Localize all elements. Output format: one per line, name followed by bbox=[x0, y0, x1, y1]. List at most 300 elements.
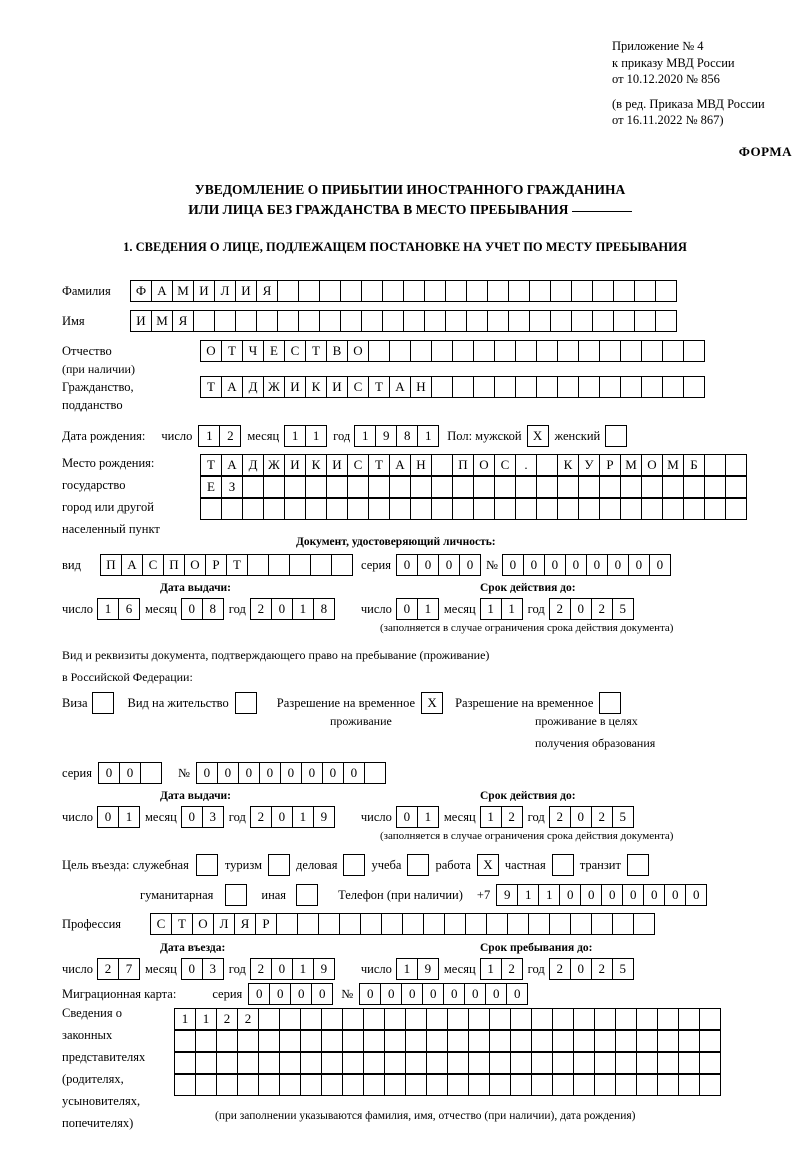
char-cell[interactable]: А bbox=[221, 376, 243, 398]
char-cell[interactable] bbox=[557, 476, 579, 498]
char-cell[interactable] bbox=[552, 1030, 574, 1052]
char-cell[interactable] bbox=[360, 913, 382, 935]
char-cell[interactable] bbox=[389, 340, 411, 362]
char-cell[interactable]: О bbox=[473, 454, 495, 476]
char-cell[interactable] bbox=[237, 1030, 259, 1052]
char-cell[interactable]: 0 bbox=[322, 762, 344, 784]
char-cell[interactable] bbox=[578, 376, 600, 398]
patronymic-input[interactable] bbox=[200, 340, 705, 362]
char-cell[interactable] bbox=[468, 1008, 490, 1030]
char-cell[interactable] bbox=[615, 1052, 637, 1074]
char-cell[interactable]: 8 bbox=[313, 598, 335, 620]
char-cell[interactable] bbox=[473, 498, 495, 520]
char-cell[interactable] bbox=[402, 913, 424, 935]
char-cell[interactable]: С bbox=[142, 554, 164, 576]
char-cell[interactable] bbox=[174, 1030, 196, 1052]
char-cell[interactable]: 2 bbox=[591, 958, 613, 980]
purpose-work-checkbox[interactable]: Х bbox=[477, 854, 499, 876]
char-cell[interactable]: 6 bbox=[118, 598, 140, 620]
char-cell[interactable]: 0 bbox=[417, 554, 439, 576]
char-cell[interactable] bbox=[452, 476, 474, 498]
char-cell[interactable]: 0 bbox=[443, 983, 465, 1005]
char-cell[interactable]: 1 bbox=[538, 884, 560, 906]
char-cell[interactable] bbox=[557, 376, 579, 398]
char-cell[interactable]: 2 bbox=[549, 598, 571, 620]
char-cell[interactable]: С bbox=[150, 913, 172, 935]
char-cell[interactable]: 0 bbox=[685, 884, 707, 906]
char-cell[interactable] bbox=[657, 1008, 679, 1030]
char-cell[interactable] bbox=[389, 476, 411, 498]
char-cell[interactable] bbox=[657, 1052, 679, 1074]
char-cell[interactable]: 1 bbox=[292, 598, 314, 620]
char-cell[interactable] bbox=[515, 340, 537, 362]
char-cell[interactable] bbox=[216, 1052, 238, 1074]
char-cell[interactable] bbox=[552, 1008, 574, 1030]
citizenship-input[interactable] bbox=[200, 376, 705, 398]
char-cell[interactable]: Я bbox=[172, 310, 194, 332]
char-cell[interactable]: 0 bbox=[464, 983, 486, 1005]
char-cell[interactable]: 0 bbox=[280, 762, 302, 784]
char-cell[interactable]: 0 bbox=[622, 884, 644, 906]
char-cell[interactable]: О bbox=[184, 554, 206, 576]
char-cell[interactable] bbox=[468, 1030, 490, 1052]
char-cell[interactable] bbox=[381, 913, 403, 935]
char-cell[interactable]: 2 bbox=[250, 806, 272, 828]
char-cell[interactable] bbox=[570, 913, 592, 935]
char-cell[interactable]: Т bbox=[200, 376, 222, 398]
char-cell[interactable] bbox=[636, 1074, 658, 1096]
char-cell[interactable] bbox=[494, 376, 516, 398]
char-cell[interactable]: Т bbox=[171, 913, 193, 935]
char-cell[interactable]: Ж bbox=[263, 454, 285, 476]
char-cell[interactable]: 0 bbox=[181, 806, 203, 828]
char-cell[interactable] bbox=[699, 1074, 721, 1096]
char-cell[interactable] bbox=[489, 1052, 511, 1074]
char-cell[interactable]: 9 bbox=[313, 806, 335, 828]
char-cell[interactable] bbox=[140, 762, 162, 784]
purpose-business-checkbox[interactable] bbox=[343, 854, 365, 876]
char-cell[interactable]: Я bbox=[256, 280, 278, 302]
char-cell[interactable] bbox=[636, 1030, 658, 1052]
char-cell[interactable]: Л bbox=[213, 913, 235, 935]
char-cell[interactable] bbox=[431, 340, 453, 362]
char-cell[interactable] bbox=[445, 280, 467, 302]
char-cell[interactable]: У bbox=[578, 454, 600, 476]
entry-month-input[interactable] bbox=[181, 958, 224, 980]
char-cell[interactable] bbox=[536, 340, 558, 362]
char-cell[interactable]: 0 bbox=[643, 884, 665, 906]
legal-row-4-input[interactable] bbox=[174, 1074, 721, 1096]
char-cell[interactable] bbox=[195, 1052, 217, 1074]
char-cell[interactable] bbox=[662, 376, 684, 398]
char-cell[interactable]: 0 bbox=[248, 983, 270, 1005]
visa-checkbox[interactable] bbox=[92, 692, 114, 714]
birth-month-input[interactable] bbox=[284, 425, 327, 447]
char-cell[interactable] bbox=[426, 1074, 448, 1096]
char-cell[interactable]: 1 bbox=[480, 958, 502, 980]
char-cell[interactable]: 0 bbox=[396, 806, 418, 828]
char-cell[interactable]: 0 bbox=[570, 958, 592, 980]
purpose-other-checkbox[interactable] bbox=[296, 884, 318, 906]
char-cell[interactable] bbox=[342, 1052, 364, 1074]
char-cell[interactable] bbox=[615, 1030, 637, 1052]
char-cell[interactable] bbox=[636, 1052, 658, 1074]
char-cell[interactable] bbox=[655, 310, 677, 332]
char-cell[interactable]: А bbox=[389, 454, 411, 476]
char-cell[interactable] bbox=[725, 454, 747, 476]
entry-day-input[interactable] bbox=[97, 958, 140, 980]
char-cell[interactable] bbox=[284, 498, 306, 520]
char-cell[interactable] bbox=[678, 1030, 700, 1052]
char-cell[interactable]: 0 bbox=[523, 554, 545, 576]
char-cell[interactable] bbox=[452, 376, 474, 398]
char-cell[interactable] bbox=[368, 476, 390, 498]
char-cell[interactable]: 0 bbox=[196, 762, 218, 784]
legal-row-3-input[interactable] bbox=[174, 1052, 721, 1074]
char-cell[interactable] bbox=[613, 310, 635, 332]
char-cell[interactable]: 2 bbox=[97, 958, 119, 980]
char-cell[interactable] bbox=[550, 280, 572, 302]
char-cell[interactable] bbox=[361, 280, 383, 302]
char-cell[interactable] bbox=[704, 454, 726, 476]
char-cell[interactable] bbox=[384, 1008, 406, 1030]
char-cell[interactable] bbox=[494, 498, 516, 520]
char-cell[interactable] bbox=[641, 498, 663, 520]
stay-month-input[interactable] bbox=[480, 958, 523, 980]
char-cell[interactable]: Н bbox=[410, 454, 432, 476]
purpose-private-checkbox[interactable] bbox=[552, 854, 574, 876]
surname-input[interactable] bbox=[130, 280, 677, 302]
char-cell[interactable] bbox=[342, 1030, 364, 1052]
birthplace-row-1-input[interactable] bbox=[200, 454, 747, 476]
char-cell[interactable] bbox=[368, 498, 390, 520]
char-cell[interactable] bbox=[410, 498, 432, 520]
char-cell[interactable]: А bbox=[121, 554, 143, 576]
sex-female-checkbox[interactable] bbox=[605, 425, 627, 447]
char-cell[interactable] bbox=[615, 1008, 637, 1030]
char-cell[interactable] bbox=[529, 280, 551, 302]
char-cell[interactable] bbox=[363, 1030, 385, 1052]
char-cell[interactable] bbox=[620, 498, 642, 520]
char-cell[interactable] bbox=[297, 913, 319, 935]
char-cell[interactable]: Я bbox=[234, 913, 256, 935]
char-cell[interactable] bbox=[592, 310, 614, 332]
char-cell[interactable]: 8 bbox=[396, 425, 418, 447]
permit-valid-day-input[interactable] bbox=[396, 806, 439, 828]
purpose-study-checkbox[interactable] bbox=[407, 854, 429, 876]
char-cell[interactable]: 0 bbox=[607, 554, 629, 576]
char-cell[interactable]: М bbox=[662, 454, 684, 476]
char-cell[interactable]: 1 bbox=[97, 598, 119, 620]
char-cell[interactable] bbox=[347, 476, 369, 498]
char-cell[interactable] bbox=[300, 1052, 322, 1074]
char-cell[interactable] bbox=[536, 476, 558, 498]
birthplace-row-2-input[interactable] bbox=[200, 476, 747, 498]
char-cell[interactable]: Т bbox=[368, 454, 390, 476]
char-cell[interactable] bbox=[200, 498, 222, 520]
char-cell[interactable]: 0 bbox=[343, 762, 365, 784]
birthplace-row-3-input[interactable] bbox=[200, 498, 747, 520]
char-cell[interactable] bbox=[507, 913, 529, 935]
char-cell[interactable] bbox=[573, 1074, 595, 1096]
char-cell[interactable] bbox=[468, 1052, 490, 1074]
char-cell[interactable] bbox=[620, 476, 642, 498]
char-cell[interactable]: Л bbox=[214, 280, 236, 302]
char-cell[interactable]: 0 bbox=[601, 884, 623, 906]
char-cell[interactable] bbox=[594, 1074, 616, 1096]
char-cell[interactable]: О bbox=[192, 913, 214, 935]
char-cell[interactable] bbox=[300, 1074, 322, 1096]
doc-valid-year-input[interactable] bbox=[549, 598, 634, 620]
char-cell[interactable]: 0 bbox=[290, 983, 312, 1005]
char-cell[interactable] bbox=[318, 913, 340, 935]
char-cell[interactable] bbox=[339, 913, 361, 935]
char-cell[interactable]: 2 bbox=[549, 806, 571, 828]
phone-input[interactable] bbox=[496, 884, 707, 906]
char-cell[interactable]: 0 bbox=[506, 983, 528, 1005]
char-cell[interactable]: 5 bbox=[612, 958, 634, 980]
char-cell[interactable] bbox=[515, 498, 537, 520]
char-cell[interactable]: Т bbox=[226, 554, 248, 576]
char-cell[interactable] bbox=[277, 280, 299, 302]
char-cell[interactable]: 1 bbox=[396, 958, 418, 980]
char-cell[interactable] bbox=[594, 1052, 616, 1074]
char-cell[interactable]: 2 bbox=[501, 958, 523, 980]
char-cell[interactable]: 0 bbox=[401, 983, 423, 1005]
char-cell[interactable] bbox=[578, 476, 600, 498]
permit-issue-month-input[interactable] bbox=[181, 806, 224, 828]
char-cell[interactable] bbox=[258, 1074, 280, 1096]
char-cell[interactable] bbox=[403, 280, 425, 302]
char-cell[interactable]: 9 bbox=[313, 958, 335, 980]
char-cell[interactable] bbox=[466, 310, 488, 332]
char-cell[interactable]: 0 bbox=[396, 598, 418, 620]
char-cell[interactable]: С bbox=[284, 340, 306, 362]
legal-row-1-input[interactable] bbox=[174, 1008, 721, 1030]
char-cell[interactable] bbox=[620, 376, 642, 398]
char-cell[interactable] bbox=[515, 476, 537, 498]
char-cell[interactable] bbox=[683, 340, 705, 362]
char-cell[interactable] bbox=[263, 498, 285, 520]
char-cell[interactable]: И bbox=[326, 376, 348, 398]
char-cell[interactable]: 5 bbox=[612, 598, 634, 620]
char-cell[interactable]: 9 bbox=[496, 884, 518, 906]
char-cell[interactable]: Н bbox=[410, 376, 432, 398]
char-cell[interactable]: 0 bbox=[271, 958, 293, 980]
char-cell[interactable]: М bbox=[151, 310, 173, 332]
char-cell[interactable] bbox=[552, 1052, 574, 1074]
char-cell[interactable] bbox=[487, 310, 509, 332]
char-cell[interactable] bbox=[699, 1030, 721, 1052]
doc-valid-day-input[interactable] bbox=[396, 598, 439, 620]
char-cell[interactable]: 1 bbox=[354, 425, 376, 447]
char-cell[interactable] bbox=[573, 1052, 595, 1074]
char-cell[interactable]: Е bbox=[200, 476, 222, 498]
char-cell[interactable] bbox=[256, 310, 278, 332]
purpose-tourism-checkbox[interactable] bbox=[268, 854, 290, 876]
doc-series-input[interactable] bbox=[396, 554, 481, 576]
char-cell[interactable] bbox=[268, 554, 290, 576]
char-cell[interactable]: Ф bbox=[130, 280, 152, 302]
char-cell[interactable] bbox=[473, 376, 495, 398]
char-cell[interactable] bbox=[361, 310, 383, 332]
char-cell[interactable]: 1 bbox=[292, 958, 314, 980]
char-cell[interactable] bbox=[683, 476, 705, 498]
char-cell[interactable]: 0 bbox=[649, 554, 671, 576]
char-cell[interactable]: 0 bbox=[422, 983, 444, 1005]
char-cell[interactable] bbox=[704, 498, 726, 520]
char-cell[interactable]: 0 bbox=[459, 554, 481, 576]
char-cell[interactable]: 1 bbox=[174, 1008, 196, 1030]
char-cell[interactable]: 1 bbox=[292, 806, 314, 828]
char-cell[interactable]: 0 bbox=[181, 598, 203, 620]
char-cell[interactable] bbox=[510, 1074, 532, 1096]
char-cell[interactable] bbox=[599, 340, 621, 362]
char-cell[interactable] bbox=[487, 280, 509, 302]
char-cell[interactable] bbox=[531, 1030, 553, 1052]
char-cell[interactable] bbox=[237, 1052, 259, 1074]
char-cell[interactable]: Т bbox=[368, 376, 390, 398]
char-cell[interactable] bbox=[678, 1074, 700, 1096]
char-cell[interactable]: 0 bbox=[438, 554, 460, 576]
char-cell[interactable] bbox=[634, 280, 656, 302]
char-cell[interactable] bbox=[699, 1052, 721, 1074]
char-cell[interactable]: 1 bbox=[501, 598, 523, 620]
char-cell[interactable] bbox=[683, 376, 705, 398]
char-cell[interactable] bbox=[279, 1074, 301, 1096]
char-cell[interactable] bbox=[326, 498, 348, 520]
char-cell[interactable] bbox=[331, 554, 353, 576]
char-cell[interactable] bbox=[578, 498, 600, 520]
char-cell[interactable] bbox=[510, 1052, 532, 1074]
char-cell[interactable] bbox=[326, 476, 348, 498]
char-cell[interactable] bbox=[447, 1030, 469, 1052]
char-cell[interactable] bbox=[405, 1030, 427, 1052]
char-cell[interactable]: Р bbox=[599, 454, 621, 476]
char-cell[interactable] bbox=[298, 280, 320, 302]
char-cell[interactable]: 3 bbox=[202, 806, 224, 828]
char-cell[interactable] bbox=[364, 762, 386, 784]
char-cell[interactable] bbox=[279, 1008, 301, 1030]
char-cell[interactable]: 2 bbox=[501, 806, 523, 828]
char-cell[interactable]: 3 bbox=[202, 958, 224, 980]
char-cell[interactable] bbox=[431, 498, 453, 520]
char-cell[interactable] bbox=[578, 340, 600, 362]
char-cell[interactable]: 0 bbox=[628, 554, 650, 576]
char-cell[interactable]: 1 bbox=[195, 1008, 217, 1030]
doc-issue-day-input[interactable] bbox=[97, 598, 140, 620]
char-cell[interactable] bbox=[424, 310, 446, 332]
char-cell[interactable] bbox=[319, 310, 341, 332]
char-cell[interactable] bbox=[634, 310, 656, 332]
char-cell[interactable] bbox=[368, 340, 390, 362]
char-cell[interactable]: О bbox=[347, 340, 369, 362]
char-cell[interactable] bbox=[445, 310, 467, 332]
char-cell[interactable] bbox=[678, 1008, 700, 1030]
char-cell[interactable]: 0 bbox=[565, 554, 587, 576]
char-cell[interactable] bbox=[573, 1030, 595, 1052]
char-cell[interactable]: 0 bbox=[97, 806, 119, 828]
char-cell[interactable]: 0 bbox=[311, 983, 333, 1005]
char-cell[interactable] bbox=[221, 498, 243, 520]
char-cell[interactable] bbox=[510, 1008, 532, 1030]
char-cell[interactable] bbox=[363, 1008, 385, 1030]
char-cell[interactable]: П bbox=[452, 454, 474, 476]
char-cell[interactable]: 0 bbox=[271, 598, 293, 620]
char-cell[interactable]: 0 bbox=[485, 983, 507, 1005]
birth-day-input[interactable] bbox=[198, 425, 241, 447]
char-cell[interactable] bbox=[592, 280, 614, 302]
char-cell[interactable] bbox=[342, 1074, 364, 1096]
char-cell[interactable]: 1 bbox=[417, 598, 439, 620]
char-cell[interactable] bbox=[174, 1074, 196, 1096]
char-cell[interactable]: Т bbox=[305, 340, 327, 362]
doc-valid-month-input[interactable] bbox=[480, 598, 523, 620]
char-cell[interactable] bbox=[363, 1052, 385, 1074]
char-cell[interactable]: А bbox=[151, 280, 173, 302]
char-cell[interactable] bbox=[641, 340, 663, 362]
char-cell[interactable] bbox=[494, 476, 516, 498]
char-cell[interactable] bbox=[384, 1030, 406, 1052]
char-cell[interactable] bbox=[423, 913, 445, 935]
char-cell[interactable]: К bbox=[305, 376, 327, 398]
purpose-official-checkbox[interactable] bbox=[196, 854, 218, 876]
char-cell[interactable] bbox=[573, 1008, 595, 1030]
char-cell[interactable] bbox=[591, 913, 613, 935]
char-cell[interactable]: 1 bbox=[517, 884, 539, 906]
char-cell[interactable]: 8 bbox=[202, 598, 224, 620]
char-cell[interactable] bbox=[321, 1074, 343, 1096]
char-cell[interactable]: 1 bbox=[417, 806, 439, 828]
char-cell[interactable] bbox=[473, 476, 495, 498]
char-cell[interactable]: О bbox=[200, 340, 222, 362]
char-cell[interactable]: З bbox=[221, 476, 243, 498]
char-cell[interactable]: 0 bbox=[502, 554, 524, 576]
stay-year-input[interactable] bbox=[549, 958, 634, 980]
char-cell[interactable]: И bbox=[235, 280, 257, 302]
char-cell[interactable] bbox=[599, 376, 621, 398]
char-cell[interactable] bbox=[300, 1008, 322, 1030]
char-cell[interactable]: К bbox=[557, 454, 579, 476]
char-cell[interactable] bbox=[636, 1008, 658, 1030]
char-cell[interactable]: 0 bbox=[271, 806, 293, 828]
char-cell[interactable]: Ч bbox=[242, 340, 264, 362]
char-cell[interactable]: Д bbox=[242, 454, 264, 476]
char-cell[interactable] bbox=[620, 340, 642, 362]
char-cell[interactable]: 0 bbox=[181, 958, 203, 980]
char-cell[interactable] bbox=[340, 280, 362, 302]
char-cell[interactable] bbox=[242, 476, 264, 498]
char-cell[interactable] bbox=[321, 1030, 343, 1052]
doc-kind-input[interactable] bbox=[100, 554, 353, 576]
char-cell[interactable] bbox=[195, 1074, 217, 1096]
char-cell[interactable] bbox=[363, 1074, 385, 1096]
char-cell[interactable]: В bbox=[326, 340, 348, 362]
char-cell[interactable]: 2 bbox=[237, 1008, 259, 1030]
permit-number-input[interactable] bbox=[196, 762, 386, 784]
char-cell[interactable]: Т bbox=[200, 454, 222, 476]
char-cell[interactable] bbox=[657, 1074, 679, 1096]
char-cell[interactable] bbox=[305, 476, 327, 498]
stay-day-input[interactable] bbox=[396, 958, 439, 980]
char-cell[interactable]: 2 bbox=[591, 806, 613, 828]
char-cell[interactable] bbox=[405, 1074, 427, 1096]
char-cell[interactable] bbox=[571, 280, 593, 302]
char-cell[interactable] bbox=[594, 1030, 616, 1052]
char-cell[interactable] bbox=[489, 1030, 511, 1052]
char-cell[interactable] bbox=[403, 310, 425, 332]
char-cell[interactable] bbox=[678, 1052, 700, 1074]
